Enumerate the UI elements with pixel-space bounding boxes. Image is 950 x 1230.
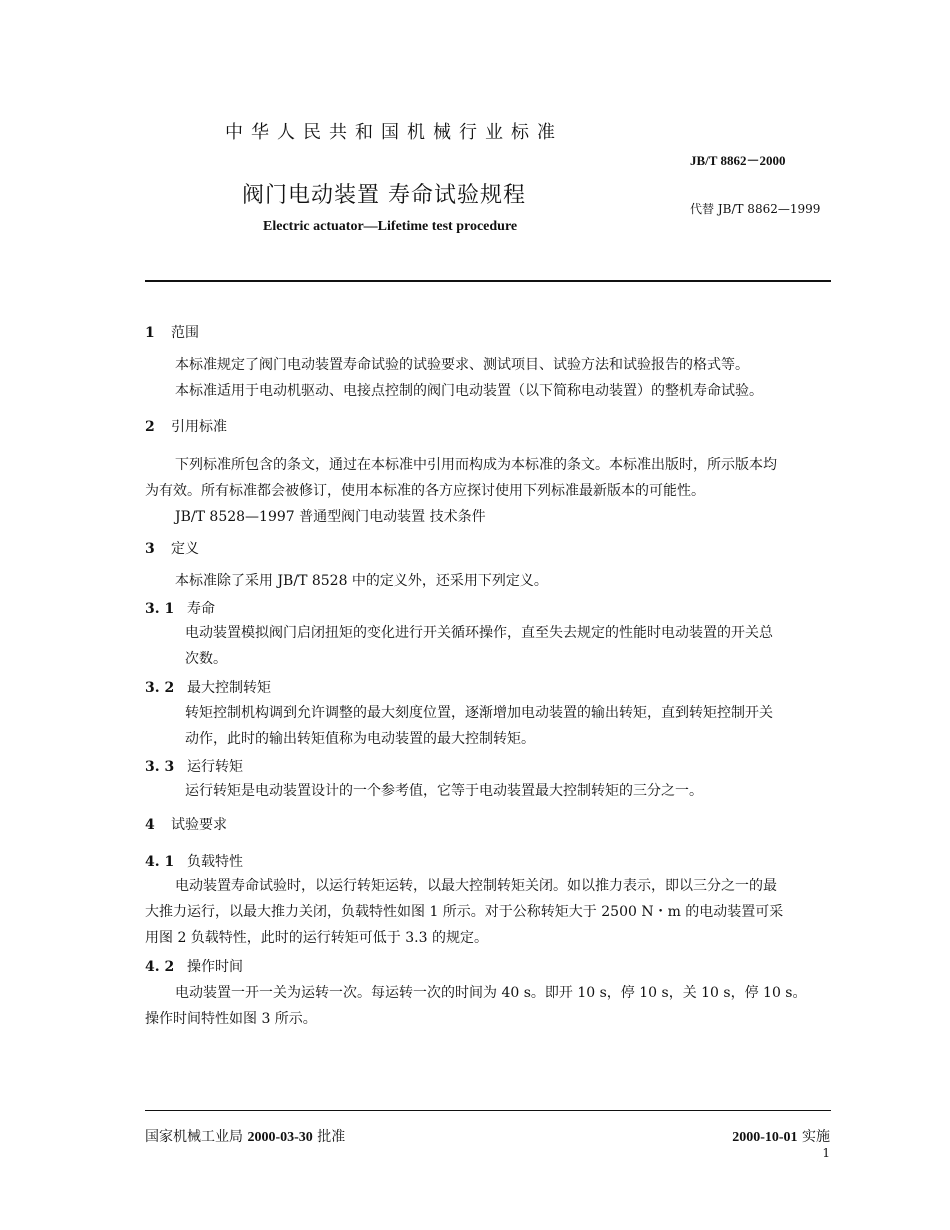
replaces-note: 代替 JB/T 8862—1999 bbox=[690, 202, 821, 216]
text-line: 为有效。所有标准都会被修订，使用本标准的各方应探讨使用下列标准最新版本的可能性。 bbox=[145, 483, 705, 499]
approving-authority: 国家机械工业局 bbox=[145, 1129, 243, 1145]
section-title: 操作时间 bbox=[187, 959, 243, 975]
paragraph bbox=[145, 873, 835, 951]
paragraph bbox=[185, 700, 835, 752]
text-line: 本标准适用于电动机驱动、电接点控制的阀门电动装置（以下简称电动装置）的整机寿命试验。 bbox=[175, 383, 763, 399]
reference-item: JB/T 8528—1997 普通型阀门电动装置 技术条件 bbox=[175, 509, 486, 525]
section-number: 1 bbox=[145, 325, 155, 341]
section-number: 3. 3 bbox=[145, 759, 175, 775]
text-line: 次数。 bbox=[185, 651, 227, 667]
section-title: 负载特性 bbox=[187, 854, 243, 870]
text-line: 转矩控制机构调到允许调整的最大刻度位置，逐渐增加电动装置的输出转矩，直到转矩控制开关 bbox=[185, 705, 773, 721]
section-number: 3. 1 bbox=[145, 601, 175, 617]
section-heading-2 bbox=[145, 416, 227, 436]
text-line: 动作，此时的输出转矩值称为电动装置的最大控制转矩。 bbox=[185, 731, 535, 747]
header-divider bbox=[145, 280, 831, 282]
effective-info bbox=[732, 1126, 830, 1146]
section-heading-1 bbox=[145, 322, 199, 342]
section-title: 运行转矩 bbox=[187, 759, 243, 775]
subsection-heading-3-1 bbox=[145, 598, 215, 618]
text-line: 电动装置一开一关为运转一次。每运转一次的时间为 40 s。即开 10 s，停 10 s，关 10 s，停 10 s。 bbox=[175, 985, 807, 1001]
section-number: 4 bbox=[145, 817, 155, 833]
section-number: 4. 1 bbox=[145, 854, 175, 870]
effective-label: 实施 bbox=[802, 1129, 830, 1145]
section-heading-4 bbox=[145, 814, 227, 834]
text-line: 用图 2 负载特性，此时的运行转矩可低于 3.3 的规定。 bbox=[145, 930, 488, 946]
paragraph bbox=[185, 778, 835, 804]
paragraph bbox=[145, 352, 835, 404]
subsection-heading-3-3 bbox=[145, 756, 243, 776]
paragraph bbox=[145, 568, 835, 594]
section-title: 定义 bbox=[171, 541, 199, 557]
page-number: 1 bbox=[822, 1146, 830, 1160]
text-line: 本标准除了采用 JB/T 8528 中的定义外，还采用下列定义。 bbox=[175, 573, 548, 589]
paragraph bbox=[185, 620, 835, 672]
section-number: 2 bbox=[145, 419, 155, 435]
subsection-heading-3-2 bbox=[145, 677, 271, 697]
page-title: 阀门电动装置 寿命试验规程 bbox=[242, 183, 526, 208]
section-title: 最大控制转矩 bbox=[187, 680, 271, 696]
section-title: 引用标准 bbox=[171, 419, 227, 435]
section-number: 3 bbox=[145, 541, 155, 557]
text-line: 运行转矩是电动装置设计的一个参考值，它等于电动装置最大控制转矩的三分之一。 bbox=[185, 783, 703, 799]
text-line: 下列标准所包含的条文，通过在本标准中引用而构成为本标准的条文。本标准出版时，所示版本均 bbox=[175, 457, 777, 473]
section-number: 3. 2 bbox=[145, 680, 175, 696]
approval-label: 批准 bbox=[317, 1129, 346, 1145]
effective-date: 2000-10-01 bbox=[732, 1130, 798, 1145]
text-line: 电动装置寿命试验时，以运行转矩运转，以最大控制转矩关闭。如以推力表示，即以三分之一的最 bbox=[175, 878, 777, 894]
english-title: Electric actuator—Lifetime test procedure bbox=[263, 219, 518, 234]
section-title: 范围 bbox=[171, 325, 199, 341]
text-line: 电动装置模拟阀门启闭扭矩的变化进行开关循环操作，直至失去规定的性能时电动装置的开关总 bbox=[185, 625, 773, 641]
approval-date: 2000-03-30 bbox=[247, 1130, 313, 1145]
text-line: 大推力运行，以最大推力关闭，负载特性如图 1 所示。对于公称转矩大于 2500 N・m 的电动装置可采 bbox=[145, 904, 784, 920]
paragraph bbox=[145, 980, 835, 1032]
section-title: 寿命 bbox=[187, 601, 215, 617]
standard-code: JB/T 8862－2000 bbox=[690, 153, 786, 168]
subsection-heading-4-2 bbox=[145, 956, 243, 976]
approval-info bbox=[145, 1126, 345, 1146]
document-category-title: 中华人民共和国机械行业标准 bbox=[225, 122, 563, 143]
subsection-heading-4-1 bbox=[145, 851, 243, 871]
footer-divider bbox=[145, 1110, 831, 1111]
section-heading-3 bbox=[145, 538, 199, 558]
section-title: 试验要求 bbox=[171, 817, 227, 833]
section-number: 4. 2 bbox=[145, 959, 175, 975]
text-line: 操作时间特性如图 3 所示。 bbox=[145, 1011, 317, 1027]
paragraph bbox=[145, 452, 835, 530]
text-line: 本标准规定了阀门电动装置寿命试验的试验要求、测试项目、试验方法和试验报告的格式等。 bbox=[175, 357, 749, 373]
